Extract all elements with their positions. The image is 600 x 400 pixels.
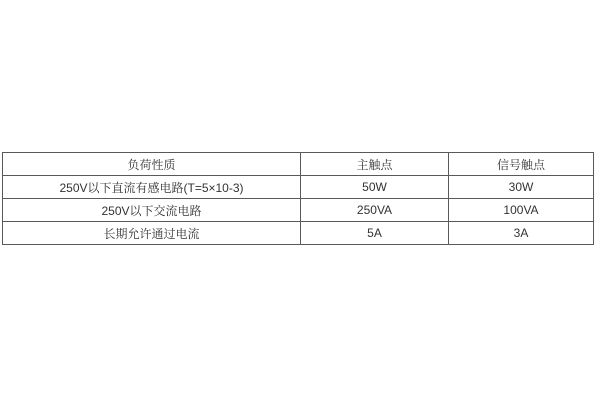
table-header-row bbox=[3, 153, 594, 176]
cell-load-nature: 250V以下交流电路 bbox=[3, 199, 301, 222]
table-row bbox=[3, 222, 594, 245]
table-row bbox=[3, 176, 594, 199]
table-row bbox=[3, 199, 594, 222]
cell-main-contact-value: 5A bbox=[301, 222, 449, 245]
cell-signal-contact-value: 100VA bbox=[449, 199, 594, 222]
cell-main-contact-value: 50W bbox=[301, 176, 449, 199]
cell-signal-contact-value: 3A bbox=[449, 222, 594, 245]
cell-load-nature: 长期允许通过电流 bbox=[3, 222, 301, 245]
column-header-load-nature: 负荷性质 bbox=[3, 153, 301, 176]
load-spec-table bbox=[2, 152, 594, 245]
cell-load-nature: 250V以下直流有感电路(T=5×10-3) bbox=[3, 176, 301, 199]
column-header-main-contact: 主触点 bbox=[301, 153, 449, 176]
column-header-signal-contact: 信号触点 bbox=[449, 153, 594, 176]
cell-signal-contact-value: 30W bbox=[449, 176, 594, 199]
cell-main-contact-value: 250VA bbox=[301, 199, 449, 222]
